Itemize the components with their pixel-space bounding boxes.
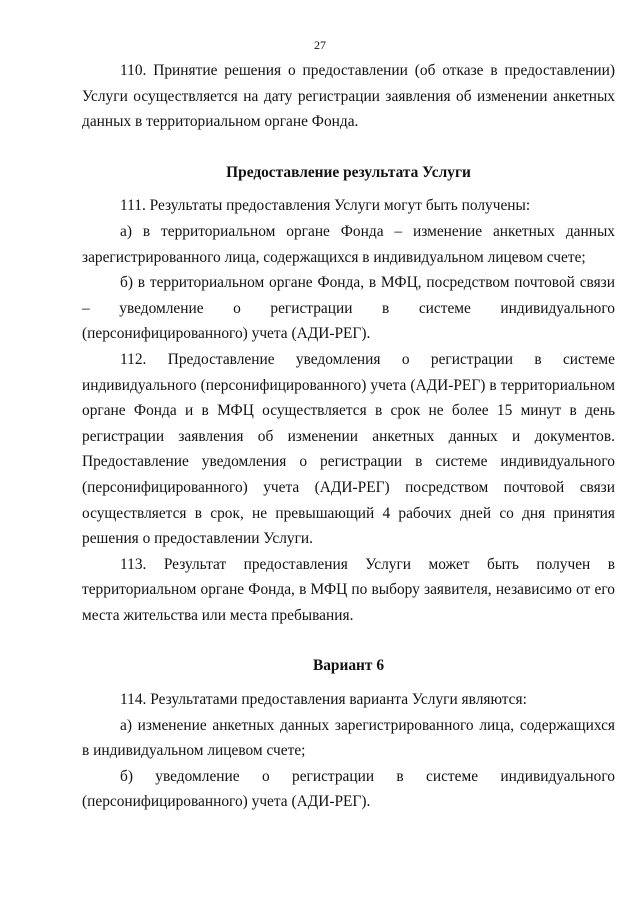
section-heading-variant-6: Вариант 6 [312,657,385,675]
paragraph-114: 114. Результатами предоставления варианта Услуги являются: [120,691,527,709]
paragraph-111: 111. Результаты предоставления Услуги могут быть получены: [120,197,531,215]
paragraph-113: 113. Результат предоставления Услуги может быть получен в территориальном органе Фонда, в МФЦ по выбору заявителя, независимо от его места жительства или места пребывания. [82,555,615,624]
paragraph-111-b: б) в территориальном органе Фонда, в МФЦ, посредством почтовой связи – уведомление о регистрации в системе индивидуального (персонифицированного) учета (АДИ-РЕГ). [82,274,615,343]
paragraph-112: 112. Предоставление уведомления о регистрации в системе индивидуального (персонифицированного) учета (АДИ-РЕГ) в территориальном органе Фонда и в МФЦ осуществляется в срок не более 15 минут в день регистрации заявления об изменении анкетных данных и документов. Предоставление уведомления о регистрации в системе индивидуального (персонифицированного) учета (АДИ-РЕГ) посредством почтовой связи осуществляется в срок, не превышающий 4 рабочих дней со дня принятия решения о предоставлении Услуги. [82,350,615,548]
section-heading-result: Предоставление результата Услуги [226,163,471,181]
paragraph-110: 110. Принятие решения о предоставлении (об отказе в предоставлении) Услуги осуществляется на дату регистрации заявления об изменении анкетных данных в территориальном органе Фонда. [82,62,615,131]
spacer [82,135,615,160]
paragraph-114-b: б) уведомление о регистрации в системе индивидуального (персонифицированного) учета (АДИ-РЕГ). [82,767,615,811]
document-body [82,58,615,815]
paragraph-114-a: а) изменение анкетных данных зарегистрированного лица, содержащихся в индивидуальном лицевом счете; [82,716,615,760]
paragraph-111-a: а) в территориальном органе Фонда – изменение анкетных данных зарегистрированного лица, содержащихся в индивидуальном лицевом счете; [82,222,615,266]
spacer [82,628,615,653]
page-number: 27 [314,38,326,52]
spacer [82,679,615,687]
spacer [82,185,615,193]
